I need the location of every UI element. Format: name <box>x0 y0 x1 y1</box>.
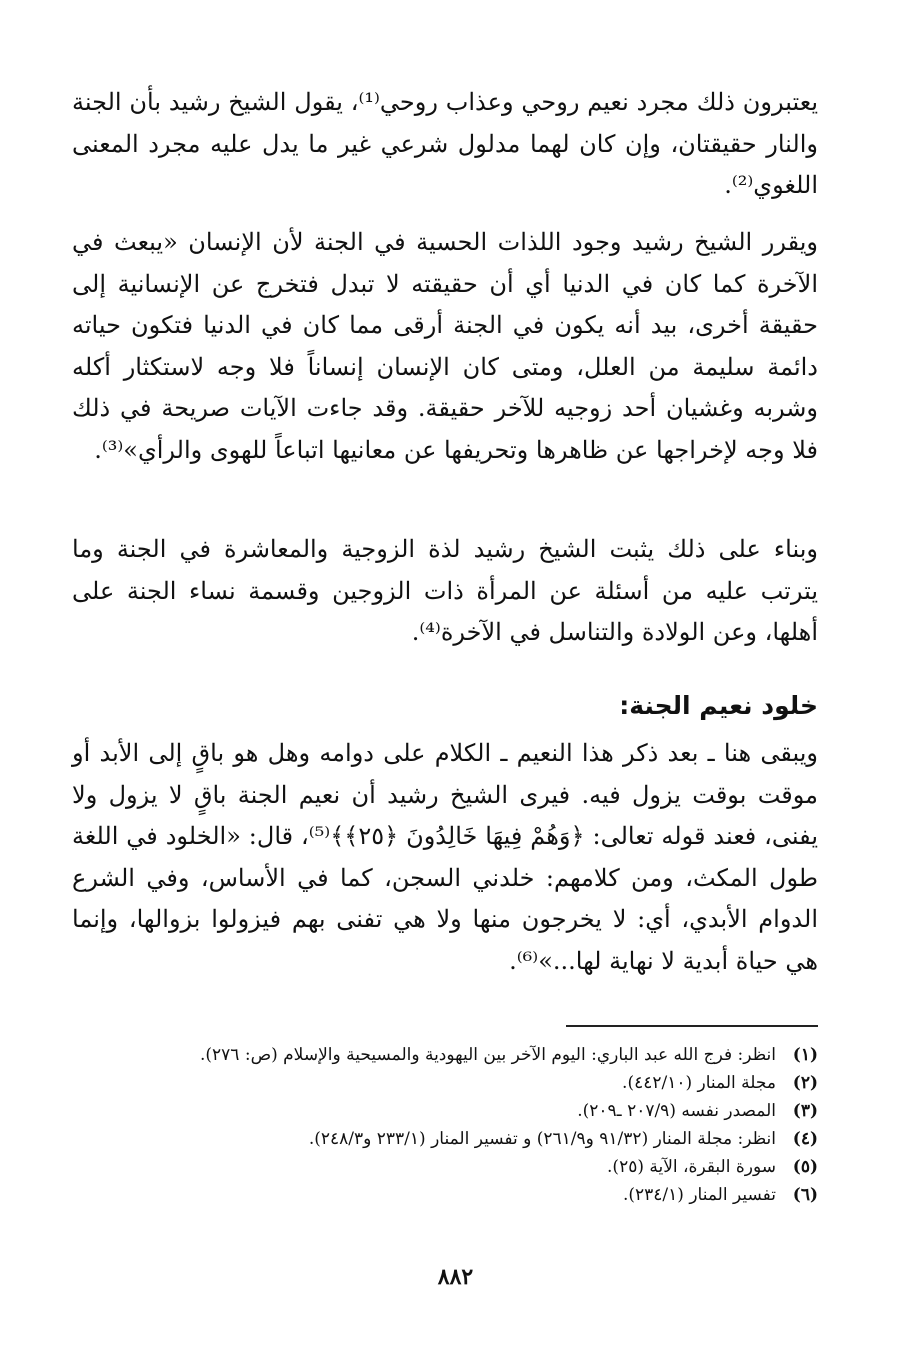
footnote-number: (٣) <box>792 1101 818 1121</box>
footnote-item <box>72 1097 818 1125</box>
footnote-number: (٥) <box>792 1157 818 1177</box>
footnote-text: المصدر نفسه (٢٠٧/٩ ـ٢٠٩). <box>577 1101 776 1121</box>
body-paragraph-3: وبناء على ذلك يثبت الشيخ رشيد لذة الزوجية والمعاشرة في الجنة وما يترتب عليه من أسئلة عن المرأة ذات الزوجين وقسمة نساء الجنة على أهلها، وعن الولادة والتناسل في الآخرة⁽⁴⁾. <box>72 535 818 646</box>
footnote-number: (١) <box>792 1045 818 1065</box>
body-paragraph-2: ويقرر الشيخ رشيد وجود اللذات الحسية في الجنة لأن الإنسان «يبعث في الآخرة كما كان في الدنيا أي أن حقيقته لا تبدل فتخرج عن الإنسانية إلى حقيقة أخرى، بيد أنه يكون في الجنة أرقى مما كان في الدنيا فتكون حياته دائمة سليمة من العلل، ومتى كان الإنسان إنساناً فلا وجه لاستكثار أكله وشربه وغشيان أحد زوجيه للآخر حقيقة. وقد جاءت الآيات صريحة في ذلك فلا وجه لإخراجها عن ظاهرها وتحريفها عن معانيها اتباعاً للهوى والرأي»⁽³⁾. <box>72 228 819 464</box>
footnote-item <box>72 1069 818 1097</box>
body-paragraph-1: يعتبرون ذلك مجرد نعيم روحي وعذاب روحي⁽¹⁾، يقول الشيخ رشيد بأن الجنة والنار حقيقتان، وإن كان لهما مدلول شرعي غير ما يدل عليه مجرد المعنى اللغوي⁽²⁾. <box>72 88 818 199</box>
footnote-text: انظر: مجلة المنار (٩١/٣٢ و٢٦١/٩) و تفسير المنار (٢٣٣/١ و٢٤٨/٣). <box>308 1129 776 1149</box>
footnote-text: سورة البقرة، الآية (٢٥). <box>607 1157 776 1177</box>
footnote-item <box>72 1181 818 1209</box>
footnote-text: تفسير المنار (٢٣٤/١). <box>622 1185 776 1205</box>
footnote-text: انظر: فرج الله عبد الباري: اليوم الآخر بين اليهودية والمسيحية والإسلام (ص: ٢٧٦). <box>199 1045 776 1065</box>
footnote-number: (٢) <box>792 1073 818 1093</box>
page-number: ٨٨٢ <box>437 1264 474 1290</box>
section-heading: خلود نعيم الجنة: <box>619 691 818 720</box>
footnote-number: (٦) <box>792 1185 818 1205</box>
footnotes-list <box>72 1041 818 1209</box>
footnote-text: مجلة المنار (٤٤٢/١٠). <box>622 1073 776 1093</box>
footnote-item <box>72 1041 818 1069</box>
footnote-number: (٤) <box>792 1129 818 1149</box>
body-paragraph-4: ويبقى هنا ـ بعد ذكر هذا النعيم ـ الكلام على دوامه وهل هو باقٍ إلى الأبد أو موقت بوقت يزول فيه. فيرى الشيخ رشيد أن نعيم الجنة باقٍ لا يزول ولا يفنى، فعند قوله تعالى: ﴿وَهُمْ فِيهَا خَالِدُونَ ﴿٢٥﴾﴾⁽⁵⁾، قال: «الخلود في اللغة طول المكث، ومن كلامهم: خلدني السجن، كما في الأساس، وفي الشرع الدوام الأبدي، أي: لا يخرجون منها ولا هي تفنى بهم فيزولوا بزوالها، وإنما هي حياة أبدية لا نهاية لها...»⁽⁶⁾. <box>72 739 818 975</box>
footnote-item <box>72 1125 818 1153</box>
footnote-item <box>72 1153 818 1181</box>
footnote-divider <box>566 1025 818 1027</box>
